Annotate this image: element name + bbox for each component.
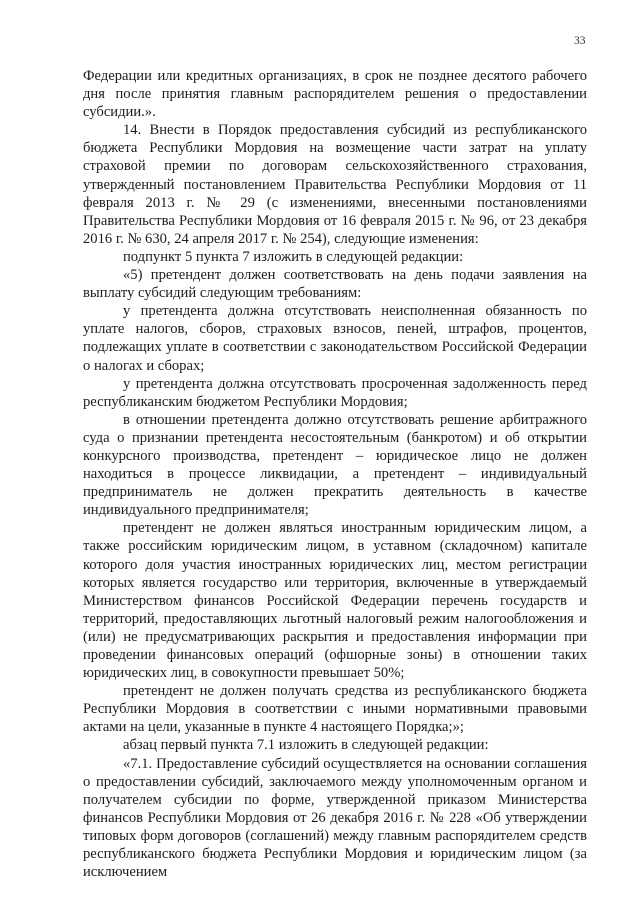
paragraph: 14. Внести в Порядок предоставления субсидий из республиканского бюджета Республики Мордовия на возмещение части затрат на уплату страховой премии по договорам сельскохозяйственного страхования, утвержденный постановлением Правительства Республики Мордовия от 11 февраля 2013 г. № 29 (с изменениями, внесенными постановлениями Правительства Республики Мордовия от 16 февраля 2015 г. № 96, от 23 декабря 2016 г. № 630, 24 апреля 2017 г. № 254), следующие изменения: [83, 122, 587, 247]
paragraph: Федерации или кредитных организациях, в срок не позднее десятого рабочего дня после принятия главным распорядителем решения о предоставлении субсидии.». [83, 68, 587, 121]
page-number: 33 [574, 35, 586, 47]
paragraph: «7.1. Предоставление субсидий осуществляется на основании соглашения о предоставлении субсидий, заключаемого между уполномоченным органом и получателем субсидии по форме, утвержденной приказом Министерства финансов Республики Мордовия от 26 декабря 2016 г. № 228 «Об утверждении типовых форм договоров (соглашений) между главным распорядителем средств республиканского бюджета Республики Мордовия и юридическим лицом (за исключением [83, 755, 587, 881]
paragraph: у претендента должна отсутствовать просроченная задолженность перед республиканским бюджетом Республики Мордовия; [83, 375, 587, 410]
paragraph: подпункт 5 пункта 7 изложить в следующей редакции: [123, 248, 464, 265]
paragraph: абзац первый пункта 7.1 изложить в следующей редакции: [123, 737, 489, 754]
paragraph: претендент не должен получать средства из республиканского бюджета Республики Мордовия в соответствии с иными нормативными правовыми актами на цели, указанные в пункте 4 настоящего Порядка;»; [83, 683, 587, 736]
paragraph: в отношении претендента должно отсутствовать решение арбитражного суда о признании претендента несостоятельным (банкротом) и об открытии конкурсного производства, претендент – юридическое лицо не должен находиться в процессе ликвидации, а претендент – индивидуальный предприниматель не должен прекратить деятельность в качестве индивидуального предпринимателя; [83, 411, 587, 519]
document-body [83, 67, 587, 881]
paragraph: «5) претендент должен соответствовать на день подачи заявления на выплату субсидий следующим требованиям: [83, 267, 587, 302]
paragraph: претендент не должен являться иностранным юридическим лицом, а также российским юридическим лицом, в уставном (складочном) капитале которого доля участия иностранных юридических лиц, местом регистрации которых является государство или территория, включенные в утверждаемый Министерством финансов Российской Федерации перечень государств и территорий, предоставляющих льготный налоговый режим налогообложения и (или) не предусматривающих раскрытия и предоставления информации при проведении финансовых операций (офшорные зоны) в отношении таких юридических лиц, в совокупности превышает 50%; [83, 520, 587, 682]
paragraph: у претендента должна отсутствовать неисполненная обязанность по уплате налогов, сборов, страховых взносов, пеней, штрафов, процентов, подлежащих уплате в соответствии с законодательством Российской Федерации о налогах и сборах; [83, 303, 587, 374]
